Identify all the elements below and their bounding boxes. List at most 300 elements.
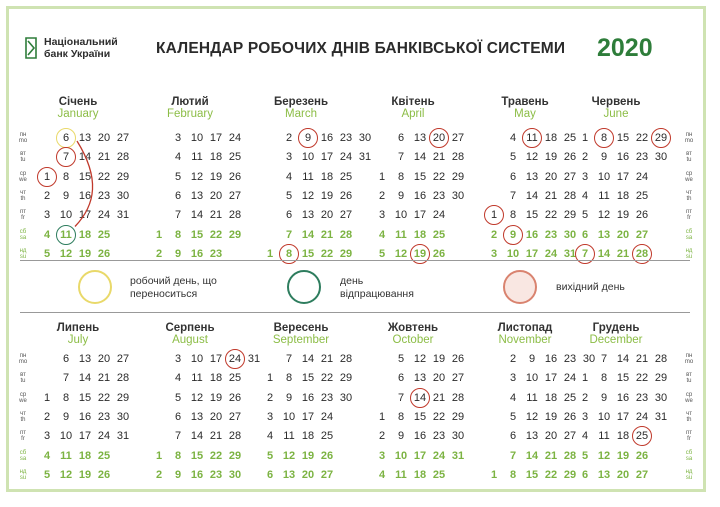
day-cell: 31 [247, 353, 261, 365]
day-cell: 12 [59, 247, 73, 260]
month-name-en: November [498, 334, 552, 346]
day-cell: 27 [563, 430, 577, 443]
day-cell: 20 [616, 228, 630, 241]
day-cell: 29 [654, 372, 668, 385]
day-cell: 20 [432, 372, 446, 385]
day-cell: 18 [78, 449, 92, 462]
day-cell: 14 [190, 430, 204, 443]
day-cell: 24 [228, 353, 242, 365]
day-cell: 23 [209, 468, 223, 481]
day-cell: 11 [395, 228, 407, 241]
day-cell: 21 [544, 189, 558, 202]
day-cell: 7 [174, 430, 182, 443]
day-cell: 2 [43, 410, 51, 423]
day-cell: 2 [378, 430, 386, 443]
day-cell: 12 [190, 170, 204, 183]
day-cell: 19 [301, 449, 315, 462]
day-cell: 15 [413, 410, 427, 423]
day-cell: 10 [525, 372, 539, 385]
day-cell: 7 [62, 151, 70, 164]
day-cell: 10 [506, 247, 520, 260]
day-cell: 4 [378, 228, 386, 241]
day-cell: 15 [413, 170, 427, 183]
day-cell: 28 [451, 151, 465, 164]
day-cell: 19 [616, 209, 630, 222]
day-cell: 9 [174, 468, 182, 481]
day-cell: 1 [43, 170, 51, 183]
weekday-label: пн mo [684, 132, 694, 144]
day-cell: 5 [174, 170, 182, 183]
day-cell: 31 [116, 430, 130, 443]
day-cell: 13 [282, 468, 296, 481]
day-cell: 27 [116, 132, 130, 144]
day-cell: 27 [228, 189, 242, 202]
day-cell: 5 [378, 247, 386, 260]
day-cell: 4 [378, 468, 386, 481]
day-cell: 28 [228, 209, 242, 222]
legend-holiday-label: вихідний день [556, 281, 625, 293]
day-cell: 9 [509, 228, 517, 241]
day-cell: 30 [116, 410, 130, 423]
day-cell: 26 [563, 151, 577, 164]
day-cell: 10 [394, 449, 408, 462]
day-cell: 24 [563, 372, 577, 385]
day-cell: 26 [97, 247, 111, 260]
day-cell: 27 [563, 170, 577, 183]
day-cell: 19 [209, 391, 223, 404]
day-cell: 7 [285, 353, 293, 365]
day-cell: 8 [174, 449, 182, 462]
day-cell: 16 [320, 132, 334, 144]
weekday-label: пн mo [18, 353, 28, 365]
day-cell: 15 [616, 372, 630, 385]
day-cell: 24 [339, 151, 353, 164]
logo-line2: банк України [44, 48, 111, 60]
day-cell: 15 [525, 209, 539, 222]
day-cell: 12 [301, 189, 315, 202]
day-cell: 20 [320, 209, 334, 222]
day-cell: 4 [509, 132, 517, 144]
day-cell: 24 [432, 449, 446, 462]
day-cell: 19 [544, 410, 558, 423]
day-cell: 9 [600, 151, 608, 164]
day-cell: 10 [282, 410, 296, 423]
month-name: Грудень [592, 322, 640, 334]
day-cell: 28 [116, 151, 130, 164]
day-cell: 10 [190, 132, 204, 144]
day-cell: 9 [528, 353, 536, 365]
day-cell: 18 [78, 228, 92, 241]
month-name: Вересень [273, 322, 329, 334]
year-label: 2020 [597, 34, 653, 62]
month-name: Лютий [171, 96, 209, 108]
day-cell: 27 [451, 372, 465, 385]
day-cell: 26 [451, 353, 465, 365]
day-cell: 9 [397, 189, 405, 202]
day-cell: 10 [597, 170, 611, 183]
day-cell: 17 [301, 410, 315, 423]
day-cell: 1 [581, 372, 589, 385]
day-cell: 2 [378, 189, 386, 202]
day-cell: 6 [581, 228, 589, 241]
day-cell: 3 [378, 209, 386, 222]
day-cell: 9 [62, 410, 70, 423]
day-cell: 19 [78, 247, 92, 260]
weekday-label: пт fr [686, 430, 692, 443]
day-cell: 2 [285, 132, 293, 144]
day-cell: 22 [320, 372, 334, 385]
day-cell: 2 [43, 189, 51, 202]
day-cell: 9 [397, 430, 405, 443]
day-cell: 21 [320, 228, 334, 241]
day-cell: 26 [339, 189, 353, 202]
day-cell: 31 [358, 151, 372, 164]
day-cell: 18 [616, 189, 630, 202]
day-cell: 8 [600, 132, 608, 144]
day-cell: 5 [266, 449, 274, 462]
day-cell: 20 [97, 132, 111, 144]
day-cell: 13 [301, 209, 315, 222]
day-cell: 19 [209, 170, 223, 183]
day-cell: 3 [378, 449, 386, 462]
day-cell: 23 [97, 410, 111, 423]
day-cell: 1 [266, 247, 274, 260]
day-cell: 14 [413, 391, 427, 404]
day-cell: 16 [616, 151, 630, 164]
day-cell: 13 [413, 372, 427, 385]
day-cell: 12 [282, 449, 296, 462]
day-cell: 3 [43, 209, 51, 222]
day-cell: 16 [190, 468, 204, 481]
day-cell: 2 [509, 353, 517, 365]
day-cell: 28 [339, 228, 353, 241]
weekday-label: сб sa [685, 449, 693, 462]
day-cell: 5 [397, 353, 405, 365]
day-cell: 12 [190, 391, 204, 404]
day-cell: 3 [581, 170, 589, 183]
day-cell: 29 [116, 170, 130, 183]
day-cell: 5 [509, 410, 517, 423]
day-cell: 29 [339, 372, 353, 385]
day-cell: 25 [339, 170, 353, 183]
day-cell: 27 [228, 410, 242, 423]
weekday-label: пт fr [686, 209, 692, 222]
weekday-label: сб sa [19, 449, 27, 462]
day-cell: 12 [394, 247, 408, 260]
legend-transfer-label: робочий день, що переноситься [130, 275, 217, 300]
month-name: Серпень [165, 322, 215, 334]
weekday-label: нд su [685, 468, 693, 481]
day-cell: 21 [209, 430, 223, 443]
day-cell: 30 [563, 228, 577, 241]
day-cell: 18 [616, 430, 630, 443]
day-cell: 11 [302, 170, 314, 183]
month-name-en: February [166, 108, 214, 120]
day-cell: 5 [581, 209, 589, 222]
day-cell: 4 [581, 189, 589, 202]
day-cell: 13 [525, 170, 539, 183]
day-cell: 20 [301, 468, 315, 481]
day-cell: 3 [581, 410, 589, 423]
day-cell: 21 [432, 391, 446, 404]
day-cell: 16 [544, 353, 558, 365]
day-cell: 5 [43, 468, 51, 481]
day-cell: 29 [563, 209, 577, 222]
day-cell: 25 [320, 430, 334, 443]
day-cell: 28 [563, 189, 577, 202]
day-cell: 18 [544, 391, 558, 404]
day-cell: 27 [635, 468, 649, 481]
day-cell: 8 [509, 209, 517, 222]
day-cell: 1 [581, 132, 589, 144]
day-cell: 17 [78, 209, 92, 222]
day-cell: 18 [209, 151, 223, 164]
day-cell: 18 [320, 170, 334, 183]
day-cell: 23 [432, 189, 446, 202]
month-name-en: January [57, 108, 99, 120]
day-cell: 14 [413, 151, 427, 164]
day-cell: 31 [116, 209, 130, 222]
day-cell: 29 [451, 410, 465, 423]
day-cell: 18 [301, 430, 315, 443]
day-cell: 22 [209, 228, 223, 241]
day-cell: 23 [544, 228, 558, 241]
day-cell: 24 [635, 170, 649, 183]
day-cell: 22 [209, 449, 223, 462]
day-cell: 19 [616, 449, 630, 462]
day-cell: 22 [635, 132, 649, 144]
day-cell: 2 [490, 228, 498, 241]
month-name: Травень [501, 96, 549, 108]
day-cell: 17 [209, 132, 223, 144]
day-cell: 29 [116, 391, 130, 404]
day-cell: 26 [635, 449, 649, 462]
day-cell: 24 [635, 410, 649, 423]
day-cell: 8 [600, 372, 608, 385]
month-name-en: August [172, 334, 208, 346]
day-cell: 30 [228, 468, 242, 481]
day-cell: 17 [616, 410, 630, 423]
day-cell: 27 [116, 353, 130, 365]
day-cell: 22 [320, 247, 334, 260]
day-cell: 17 [413, 449, 427, 462]
day-cell: 9 [304, 132, 312, 144]
day-cell: 4 [266, 430, 274, 443]
day-cell: 30 [451, 430, 465, 443]
day-cell: 14 [190, 209, 204, 222]
day-cell: 25 [432, 468, 446, 481]
day-cell: 24 [228, 132, 242, 144]
day-cell: 19 [544, 151, 558, 164]
day-cell: 25 [228, 151, 242, 164]
day-cell: 2 [266, 391, 274, 404]
day-cell: 20 [544, 430, 558, 443]
day-cell: 13 [413, 132, 427, 144]
day-cell: 25 [97, 449, 111, 462]
day-cell: 20 [544, 170, 558, 183]
day-cell: 25 [97, 228, 111, 241]
day-cell: 16 [190, 247, 204, 260]
day-cell: 30 [451, 189, 465, 202]
day-cell: 29 [654, 132, 668, 144]
day-cell: 1 [378, 170, 386, 183]
day-cell: 4 [581, 430, 589, 443]
day-cell: 23 [339, 132, 353, 144]
day-cell: 17 [544, 372, 558, 385]
day-cell: 30 [358, 132, 372, 144]
weekday-label: нд su [19, 247, 27, 260]
day-cell: 29 [228, 228, 242, 241]
day-cell: 11 [60, 449, 72, 462]
day-cell: 24 [432, 209, 446, 222]
weekday-label: пт fr [20, 430, 26, 443]
day-cell: 21 [544, 449, 558, 462]
weekday-label: пт fr [20, 209, 26, 222]
day-cell: 4 [509, 391, 517, 404]
day-cell: 5 [509, 151, 517, 164]
weekday-label: вт tu [20, 151, 26, 164]
day-cell: 15 [301, 372, 315, 385]
day-cell: 26 [228, 170, 242, 183]
weekday-label: ср we [685, 391, 693, 404]
day-cell: 3 [266, 410, 274, 423]
day-cell: 16 [616, 391, 630, 404]
day-cell: 10 [59, 209, 73, 222]
month-name-en: July [67, 334, 89, 346]
day-cell: 11 [598, 430, 610, 443]
month-name-en: May [514, 108, 536, 120]
day-cell: 25 [563, 391, 577, 404]
day-cell: 8 [509, 468, 517, 481]
day-cell: 7 [174, 209, 182, 222]
day-cell: 9 [600, 391, 608, 404]
day-cell: 28 [116, 372, 130, 385]
day-cell: 23 [97, 189, 111, 202]
weekday-label: сб sa [19, 228, 27, 241]
day-cell: 28 [654, 353, 668, 365]
day-cell: 14 [301, 353, 315, 365]
day-cell: 29 [563, 468, 577, 481]
month-name-en: October [392, 334, 434, 346]
day-cell: 7 [397, 391, 405, 404]
day-cell: 18 [413, 468, 427, 481]
day-cell: 7 [600, 353, 608, 365]
day-cell: 23 [635, 391, 649, 404]
day-cell: 18 [544, 132, 558, 144]
day-cell: 5 [174, 391, 182, 404]
day-cell: 25 [563, 132, 577, 144]
day-cell: 18 [413, 228, 427, 241]
day-cell: 1 [490, 468, 498, 481]
day-cell: 3 [174, 353, 182, 365]
page-title: КАЛЕНДАР РОБОЧИХ ДНІВ БАНКІВСЬКОЇ СИСТЕМИ [156, 40, 566, 57]
day-cell: 12 [597, 449, 611, 462]
day-cell: 7 [509, 189, 517, 202]
day-cell: 26 [432, 247, 446, 260]
day-cell: 24 [97, 430, 111, 443]
day-cell: 8 [174, 228, 182, 241]
day-cell: 29 [228, 449, 242, 462]
day-cell: 11 [191, 151, 203, 164]
day-cell: 14 [78, 372, 92, 385]
day-cell: 11 [526, 132, 538, 144]
day-cell: 11 [191, 372, 203, 385]
day-cell: 26 [320, 449, 334, 462]
day-cell: 21 [97, 151, 111, 164]
day-cell: 14 [597, 247, 611, 260]
month-name-en: April [401, 108, 425, 120]
weekday-label: сб sa [685, 228, 693, 241]
day-cell: 7 [397, 151, 405, 164]
weekday-label: пн mo [684, 353, 694, 365]
day-cell: 16 [78, 189, 92, 202]
day-cell: 6 [581, 468, 589, 481]
day-cell: 22 [432, 170, 446, 183]
day-cell: 20 [209, 410, 223, 423]
day-cell: 3 [285, 151, 293, 164]
day-cell: 19 [320, 189, 334, 202]
logo-line1: Національний [44, 36, 118, 48]
day-cell: 3 [490, 247, 498, 260]
day-cell: 23 [432, 430, 446, 443]
day-cell: 6 [509, 430, 517, 443]
day-cell: 14 [525, 449, 539, 462]
day-cell: 5 [285, 189, 293, 202]
day-cell: 22 [97, 170, 111, 183]
day-cell: 28 [228, 430, 242, 443]
day-cell: 28 [339, 353, 353, 365]
day-cell: 16 [78, 410, 92, 423]
day-cell: 14 [616, 353, 630, 365]
day-cell: 1 [490, 209, 498, 222]
day-cell: 12 [59, 468, 73, 481]
day-cell: 20 [432, 132, 446, 144]
day-cell: 2 [155, 247, 163, 260]
month-name: Березень [273, 96, 329, 108]
month-name: Листопад [497, 322, 553, 334]
day-cell: 24 [97, 209, 111, 222]
legend-worked-label: день відпрацювання [340, 275, 414, 300]
day-cell: 4 [174, 151, 182, 164]
weekday-label: вт tu [20, 372, 26, 385]
day-cell: 25 [432, 228, 446, 241]
month-name-en: September [272, 334, 330, 346]
day-cell: 12 [525, 151, 539, 164]
month-name: Червень [591, 96, 641, 108]
day-cell: 6 [266, 468, 274, 481]
day-cell: 15 [525, 468, 539, 481]
day-cell: 22 [544, 468, 558, 481]
day-cell: 13 [78, 353, 92, 365]
weekday-label: чт th [686, 410, 692, 423]
day-cell: 21 [320, 353, 334, 365]
day-cell: 18 [209, 372, 223, 385]
day-cell: 23 [209, 247, 223, 260]
day-cell: 27 [451, 132, 465, 144]
day-cell: 11 [526, 391, 538, 404]
day-cell: 17 [525, 247, 539, 260]
day-cell: 8 [285, 372, 293, 385]
day-cell: 15 [190, 449, 204, 462]
day-cell: 24 [544, 247, 558, 260]
day-cell: 31 [563, 247, 577, 260]
day-cell: 8 [62, 391, 70, 404]
weekday-label: вт tu [686, 372, 692, 385]
day-cell: 23 [635, 151, 649, 164]
day-cell: 8 [285, 247, 293, 260]
day-cell: 13 [525, 430, 539, 443]
day-cell: 17 [209, 353, 223, 365]
